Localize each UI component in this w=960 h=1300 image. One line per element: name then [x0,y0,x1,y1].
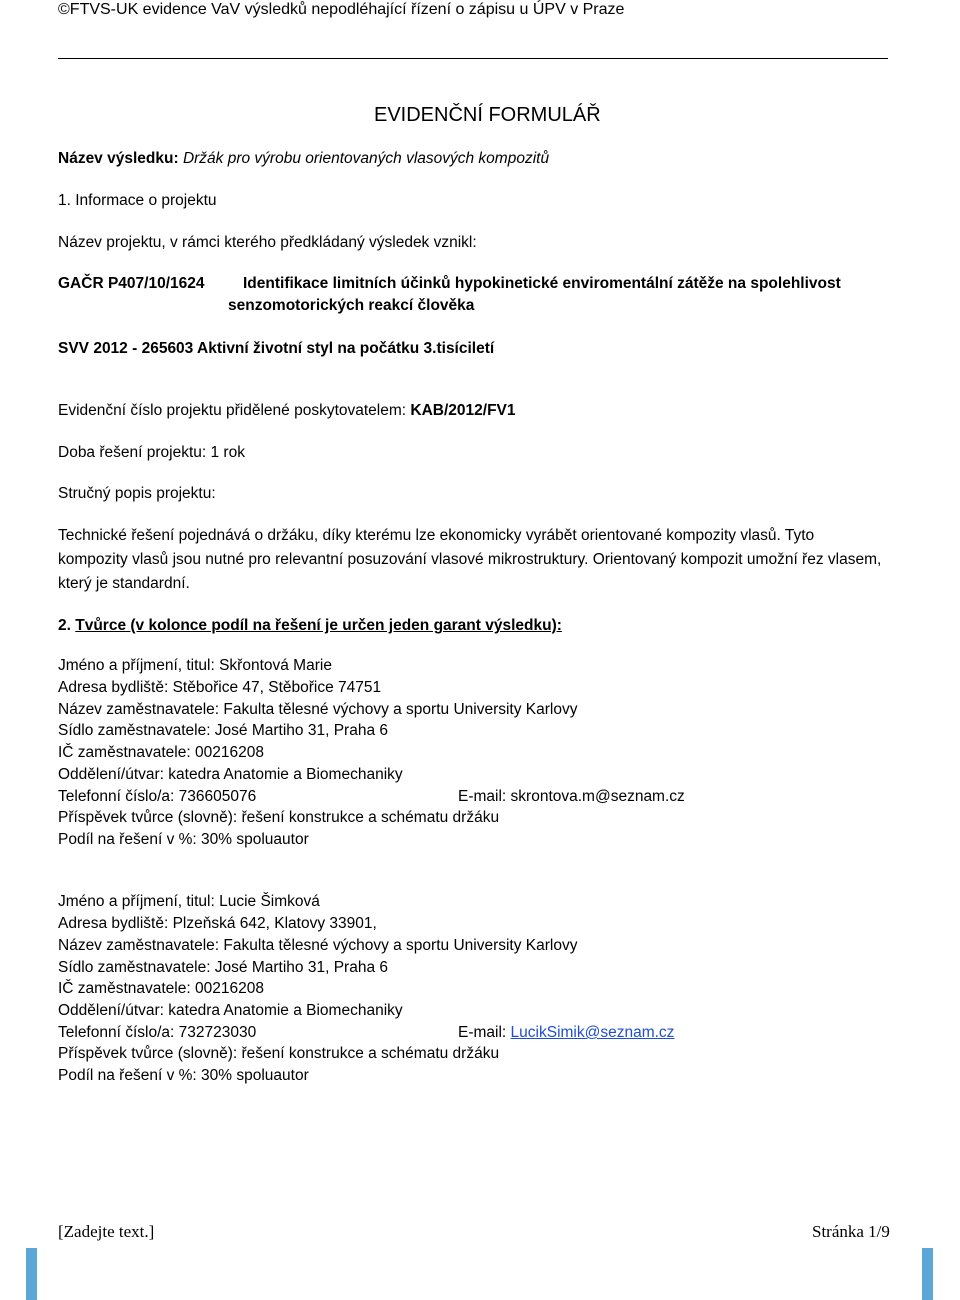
footer-accent-bar-left [26,1248,37,1300]
author2-ico: IČ zaměstnavatele: 00216208 [58,980,264,997]
form-title: EVIDENČNÍ FORMULÁŘ [374,104,601,126]
author2-contribution: Příspěvek tvůrce (slovně): řešení konstrukce a schématu držáku [58,1045,500,1062]
author2-phone: Telefonní číslo/a: 732723030 [58,1024,257,1041]
project-duration: Doba řešení projektu: 1 rok [58,444,245,461]
page-header: ©FTVS-UK evidence VaV výsledků nepodléhající řízení o zápisu u ÚPV v Praze [58,1,625,18]
result-name-value: Držák pro výrobu orientovaných vlasových kompozitů [182,150,550,167]
author1-name: Jméno a příjmení, titul: Skřontová Marie [58,657,332,674]
section1-heading: 1. Informace o projektu [58,192,217,209]
svv-project: SVV 2012 - 265603 Aktivní životní styl na počátku 3.tisíciletí [58,340,495,357]
author2-address: Adresa bydliště: Plzeňská 642, Klatovy 33901, [58,915,377,932]
author2-email-link[interactable]: LucikSimik@seznam.cz [510,1024,675,1041]
evid-number-value: KAB/2012/FV1 [410,402,516,419]
author1-share: Podíl na řešení v %: 30% spoluautor [58,831,309,848]
author1-address: Adresa bydliště: Stěbořice 47, Stěbořice 74751 [58,679,382,696]
author2-department: Oddělení/útvar: katedra Anatomie a Biomechaniky [58,1002,403,1019]
grant-name-line2: senzomotorických reakcí člověka [228,297,475,314]
author1-email-label: E-mail: [458,788,511,805]
author1-email-row [458,787,685,807]
author1-employer: Název zaměstnavatele: Fakulta tělesné výchovy a sportu University Karlovy [58,701,578,718]
author1-phone: Telefonní číslo/a: 736605076 [58,788,257,805]
author1-department: Oddělení/útvar: katedra Anatomie a Biomechaniky [58,766,403,783]
author1-ico: IČ zaměstnavatele: 00216208 [58,744,264,761]
author1-contribution: Příspěvek tvůrce (slovně): řešení konstrukce a schématu držáku [58,809,500,826]
section2-heading [58,617,562,635]
evid-number-row [58,402,516,420]
section2-number: 2. [58,617,76,634]
grant-name-line1: Identifikace limitních účinků hypokinetické enviromentální zátěže na spolehlivost [243,275,841,292]
brief-description-label: Stručný popis projektu: [58,485,216,502]
author2-employer-seat: Sídlo zaměstnavatele: José Martiho 31, Praha 6 [58,959,388,976]
footer-placeholder: [Zadejte text.] [58,1222,155,1241]
evid-number-label: Evidenční číslo projektu přidělené poskytovatelem: [58,402,411,419]
project-description: Technické řešení pojednává o držáku, díky kterému lze ekonomicky vyrábět orientované kompozity vlasů. Tyto kompozity vlasů jsou nutné pro relevantní posuzování vlasové mikrostruktury. Orientovaný kompozit umožní řez vlasem, který je standardní. [58,527,882,592]
result-name-row [58,150,549,168]
result-name-label: Název výsledku: [58,150,179,167]
footer-page-number: Stránka 1/9 [812,1222,890,1241]
project-intro: Název projektu, v rámci kterého předkládaný výsledek vznikl: [58,234,477,251]
grant-code: GAČR P407/10/1624 [58,275,205,292]
author2-email-label: E-mail: [458,1024,511,1041]
section2-title: Tvůrce (v kolonce podíl na řešení je určen jeden garant výsledku): [75,617,562,634]
author2-employer: Název zaměstnavatele: Fakulta tělesné výchovy a sportu University Karlovy [58,937,578,954]
header-rule [58,58,888,59]
footer-accent-bar-right [922,1248,933,1300]
author2-name: Jméno a příjmení, titul: Lucie Šimková [58,893,320,910]
author2-share: Podíl na řešení v %: 30% spoluautor [58,1067,309,1084]
author1-employer-seat: Sídlo zaměstnavatele: José Martiho 31, Praha 6 [58,722,388,739]
author1-email: skrontova.m@seznam.cz [510,788,685,805]
author2-email-row [458,1023,674,1043]
